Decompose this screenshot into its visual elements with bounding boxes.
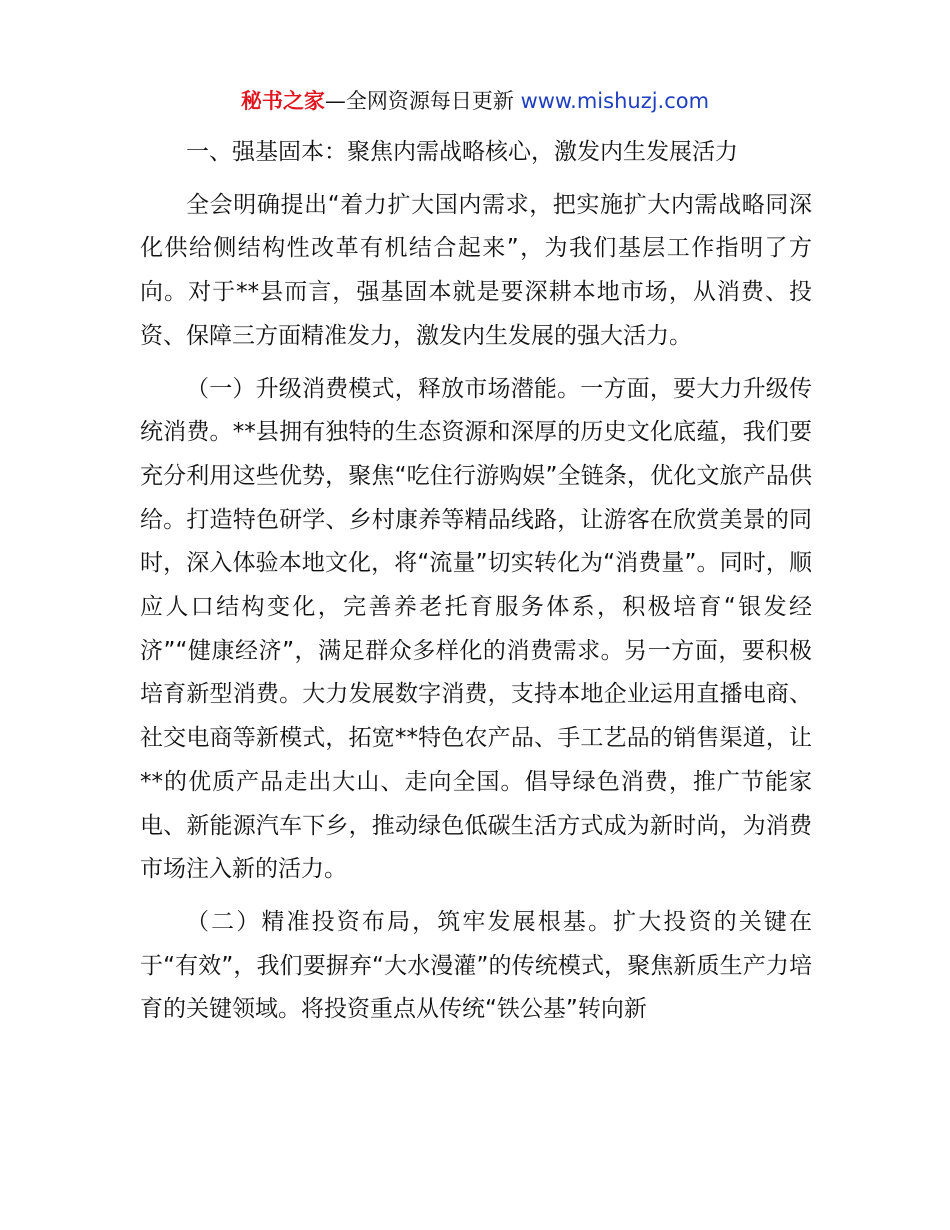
paragraph-investment: （二）精准投资布局，筑牢发展根基。扩大投资的关键在于“有效”，我们要摒弃“大水漫灌”的传统模式，聚焦新质生产力培育的关键领域。将投资重点从传统“铁公基”转向新 bbox=[140, 908, 812, 1023]
section-heading: 一、强基固本：聚焦内需战略核心，激发内生发展活力 bbox=[186, 139, 738, 165]
paragraph-consumption: （一）升级消费模式，释放市场潜能。一方面，要大力升级传统消费。**县拥有独特的生态资源和深厚的历史文化底蕴，我们要充分利用这些优势，聚焦“吃住行游购娱”全链条，优化文旅产品供给。打造特色研学、乡村康养等精品线路，让游客在欣赏美景的同时，深入体验本地文化，将“流量”切实转化为“消费量”。同时，顺应人口结构变化，完善养老托育服务体系，积极培育“银发经济”“健康经济”，满足群众多样化的消费需求。另一方面，要积极培育新型消费。大力发展数字消费，支持本地企业运用直播电商、社交电商等新模式，拓宽**特色农产品、手工艺品的销售渠道，让**的优质产品走出大山、走向全国。倡导绿色消费，推广节能家电、新能源汽车下乡，推动绿色低碳生活方式成为新时尚，为消费市场注入新的活力。 bbox=[140, 375, 812, 883]
brand-name: 秘书之家 bbox=[240, 89, 325, 113]
site-url-link[interactable]: www.mishuzj.com bbox=[520, 89, 710, 113]
document-body bbox=[140, 131, 812, 1041]
paragraph-intro: 全会明确提出“着力扩大国内需求，把实施扩大内需战略同深化供给侧结构性改革有机结合起来”，为我们基层工作指明了方向。对于**县而言，强基固本就是要深耕本地市场，从消费、投资、保障三方面精准发力，激发内生发展的强大活力。 bbox=[140, 191, 812, 349]
site-slogan: —全网资源每日更新 bbox=[324, 89, 521, 113]
site-header bbox=[0, 84, 950, 118]
